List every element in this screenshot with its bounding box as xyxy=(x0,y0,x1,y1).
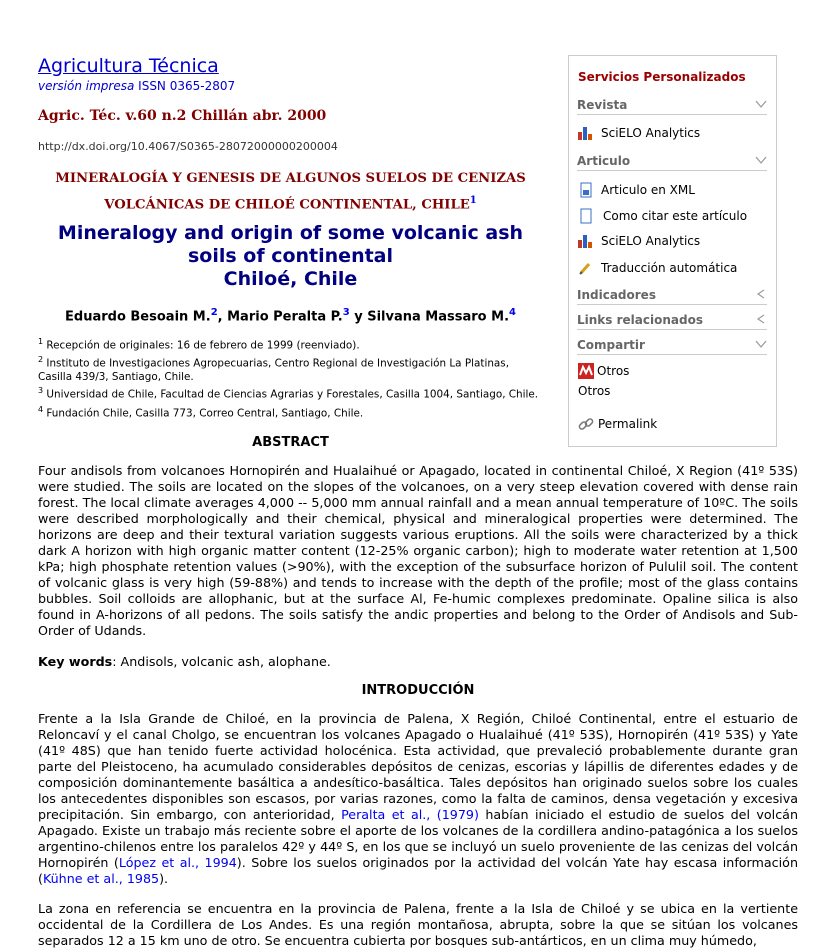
title-en-line2: soils of continental xyxy=(187,245,394,267)
article-xml-link[interactable]: Articulo en XML xyxy=(578,182,695,198)
scielo-analytics-revista-link[interactable]: SciELO Analytics xyxy=(578,126,700,140)
section-revista[interactable]: Revista xyxy=(577,98,767,115)
note-1: $^1$ Recepción de originales: 16 de febrero de 1999 (reenviado). xyxy=(38,337,360,352)
title-note-link[interactable]: 1 xyxy=(469,195,477,206)
intro-heading: INTRODUCCIÓN xyxy=(361,683,475,698)
section-links-relacionados[interactable]: Links relacionados xyxy=(577,313,767,330)
scielo-analytics-article-link[interactable]: SciELO Analytics xyxy=(578,234,700,248)
doi: http://dx.doi.org/10.4067/S0365-28072000000200004 xyxy=(38,140,338,153)
title-es-line1: MINERALOGÍA Y GENESIS DE ALGUNOS SUELOS DE CENIZAS xyxy=(55,171,526,186)
intro-paragraph-1: Frente a la Isla Grande de Chiloé, en la provincia de Palena, X Región, Chiloé Continental, entre el estuario de Reloncaví y el canal Cholgo, se encuentran los volcanes Apagado o Hualaihué (41º 53S), Hornopirén (41º 53S) y Yate (41º 48S) que han tenido fuerte actividad holocénica. Esta actividad, que prevaleció probablemente durante gran parte del Pleistoceno, ha acumulado considerables depósitos de cenizas, escorias y lápillis de diferentes edades y de composición dominantemente basáltica a andesítico-basáltica. Tales depósitos han originado suelos sobre los cuales los antecedentes disponibles son escasos, por varias razones, como la falta de caminos, densa vegetación y excesiva precipitación. Sin embargo, con anterioridad, Peralta et al., (1979) habían iniciado el estudio de suelos del volcán Apagado. Existe un trabajo más reciente sobre el aporte de los volcanes de la cordillera andino-patagónica a los suelos argentino-chilenos entre los paralelos 42º y 44º S, en los que se incluyó un suelo proveniente de las cenizas del volcán Hornopirén (López et al., 1994). Sobre los suelos originados por la actividad del volcán Yate hay escasa información (Kühne et al., 1985). xyxy=(38,711,798,886)
citation: Agric. Téc. v.60 n.2 Chillán abr. 2000 xyxy=(38,108,327,124)
services-sidebar xyxy=(568,55,777,447)
cite-article-link[interactable]: Como citar este artículo xyxy=(578,208,747,224)
title-en-line1: Mineralogy and origin of some volcanic ash xyxy=(57,222,524,244)
title-es-line2: VOLCÁNICAS DE CHILOÉ CONTINENTAL, CHILE xyxy=(104,197,470,213)
title-english xyxy=(38,222,543,291)
section-compartir[interactable]: Compartir xyxy=(577,338,767,355)
ref-peralta-link[interactable]: Peralta et al., (1979) xyxy=(341,807,479,822)
abstract-heading: ABSTRACT xyxy=(252,435,329,450)
chevron-left-icon xyxy=(755,289,767,299)
share-otros-text[interactable]: Otros xyxy=(578,384,611,398)
issn: ISSN 0365-2807 xyxy=(138,79,236,93)
keywords-label: Key words xyxy=(38,654,113,669)
ref-kuhne-link[interactable]: Kühne et al., 1985 xyxy=(42,871,160,886)
note-3: $^3$ Universidad de Chile, Facultad de Ciencias Agrarias y Forestales, Casilla 1004, Santiago, Chile. xyxy=(38,386,539,401)
author-2: , Mario Peralta P. xyxy=(217,309,343,325)
share-addthis-icon xyxy=(578,363,594,379)
title-spanish xyxy=(38,168,543,215)
author-3-note-link[interactable]: 4 xyxy=(509,307,516,318)
note-2: $^2$ Instituto de Investigaciones Agropecuarias, Centro Regional de Investigación La Platinas, Casilla 439/3, Santiago, Chile. xyxy=(38,355,510,383)
auto-translate-link[interactable]: Traducción automática xyxy=(578,260,737,276)
abstract-text: Four andisols from volcanoes Hornopirén and Hualaihué or Apagado, located in continental Chiloé, X Region (41º 53S) were studied. The soils are located on the slopes of the volcanoes, on a very steep elevation covered with dense rain forest. The local climate averages 4,000 -- 5,000 mm annual rainfall and a mean annual temperature of 10ºC. The soils were described morphologically and their chemical, physical and mineralogical properties were determined. The horizons are deep and their textural variation suggests various eruptions. All the soils were characterized by a thick dark A horizon with high organic matter content (12-25% organic carbon); high to moderate water retention at 1,500 kPa; high phosphate retention values (>90%), with the exception of the subsurface horizon of Pululil soil. The content of volcanic glass is very high (59-88%) and tends to increase with the depth of the profile; most of the glass contains bubbles. Soil colloids are allophanic, but at the surface Al, Fe-humic complexes predominate. Opaline silica is also found in A-horizons of all pedons. The soils satisfy the andic properties and belong to the Order of Andisols and Sub-Order of Udands. xyxy=(38,463,798,638)
authors xyxy=(38,305,543,324)
keywords-value: : Andisols, volcanic ash, alophane. xyxy=(112,654,331,669)
section-indicadores[interactable]: Indicadores xyxy=(577,288,767,305)
note-4: $^4$ Fundación Chile, Casilla 773, Correo Central, Santiago, Chile. xyxy=(38,404,364,420)
journal-title-link[interactable]: Agricultura Técnica xyxy=(38,55,219,77)
link-chain-icon xyxy=(578,416,594,432)
ref-lopez-link[interactable]: López et al., 1994 xyxy=(118,855,237,870)
share-otros-link[interactable]: Otros xyxy=(578,363,629,379)
pen-icon xyxy=(578,260,594,276)
affiliation-notes xyxy=(38,336,543,422)
chevron-down-icon xyxy=(755,155,767,165)
author-2-note-link[interactable]: 3 xyxy=(342,307,350,318)
journal-version xyxy=(38,79,235,93)
chevron-down-icon xyxy=(755,339,767,349)
author-3: y Silvana Massaro M. xyxy=(349,309,510,325)
section-articulo[interactable]: Articulo xyxy=(577,154,767,171)
document-icon xyxy=(578,208,594,224)
chevron-down-icon xyxy=(755,99,767,109)
analytics-icon xyxy=(578,234,594,248)
xml-document-icon xyxy=(578,182,594,198)
sidebar-title: Servicios Personalizados xyxy=(578,70,746,84)
permalink-link[interactable]: Permalink xyxy=(578,416,657,432)
intro-paragraph-2: La zona en referencia se encuentra en la provincia de Palena, frente a la Isla de Chiloé y se ubica en la vertiente occidental de la Cordillera de Los Andes. Es una región montañosa, abrupta, sobre la que se sitúan los volcanes separados 12 a 15 km uno de otro. Se encuentra cubierta por bosques sub-antárticos, en un clima muy húmedo, xyxy=(38,901,798,948)
chevron-left-icon xyxy=(755,314,767,324)
version-label: versión impresa xyxy=(38,79,135,93)
keywords xyxy=(38,654,798,670)
analytics-icon xyxy=(578,126,594,140)
author-1: Eduardo Besoain M. xyxy=(65,309,211,325)
title-en-line3: Chiloé, Chile xyxy=(223,268,358,290)
author-1-note-link[interactable]: 2 xyxy=(210,307,218,318)
